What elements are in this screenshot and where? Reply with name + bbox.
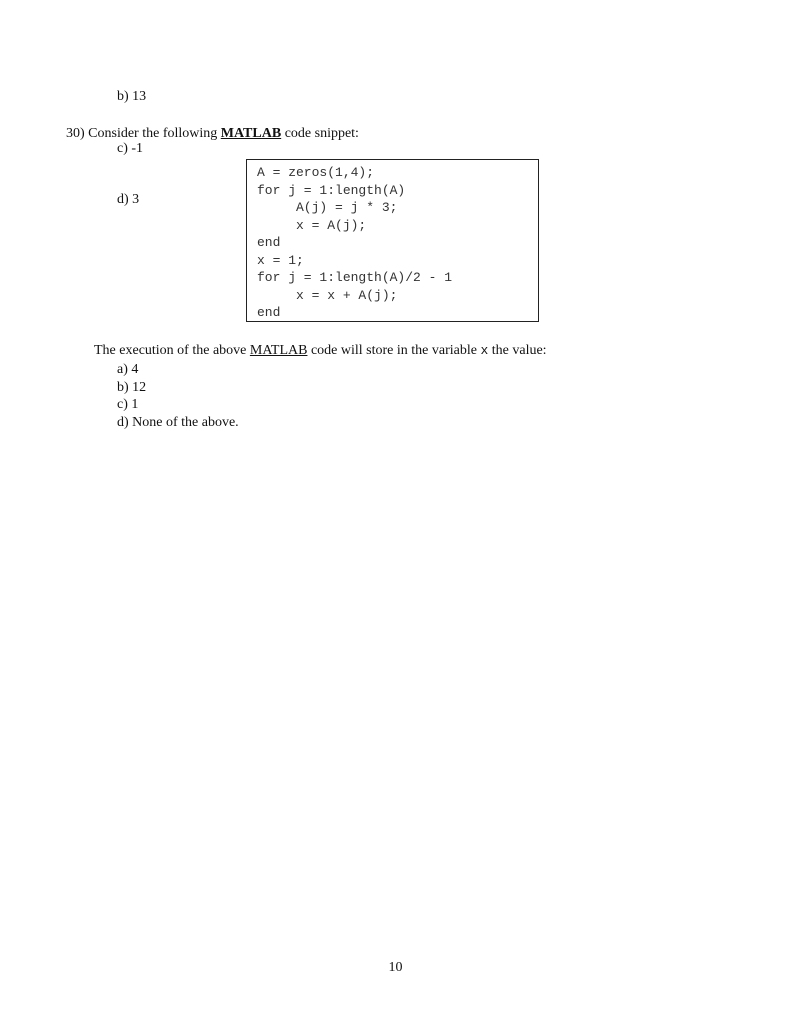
question-stem	[94, 343, 547, 359]
question-prefix: 30) Consider the following	[66, 126, 221, 141]
stem-underlined: MATLAB	[249, 343, 308, 358]
code-line: x = A(j);	[257, 217, 367, 233]
code-line: end	[257, 305, 281, 320]
question-30-title	[66, 126, 359, 142]
option-c: c) -1	[117, 140, 144, 156]
code-line: x = 1;	[257, 252, 304, 268]
code-line: A(j) = j * 3;	[257, 200, 398, 215]
page-number: 10	[388, 960, 403, 975]
option-b: b) 13	[117, 89, 147, 104]
question-suffix: code snippet:	[281, 126, 359, 141]
code-snippet-box	[246, 159, 539, 322]
answer-a: a) 4	[117, 362, 139, 377]
code-line: end	[257, 235, 281, 250]
stem-variable: x	[480, 343, 489, 358]
stem-part3: the value:	[488, 343, 547, 358]
code-line: for j = 1:length(A)/2 - 1	[257, 270, 453, 285]
code-line: x = x + A(j);	[257, 287, 398, 303]
answer-options	[117, 362, 239, 432]
answer-c: c) 1	[117, 397, 139, 412]
answer-d: d) None of the above.	[117, 414, 239, 430]
stem-part1: The execution of the above	[94, 343, 250, 358]
answer-b: b) 12	[117, 379, 147, 395]
stem-part2: code will store in the variable	[307, 343, 481, 358]
question-emphasis: MATLAB	[220, 126, 282, 141]
code-line: A = zeros(1,4);	[257, 165, 375, 180]
option-d: d) 3	[117, 192, 140, 207]
code-line: for j = 1:length(A)	[257, 182, 406, 198]
